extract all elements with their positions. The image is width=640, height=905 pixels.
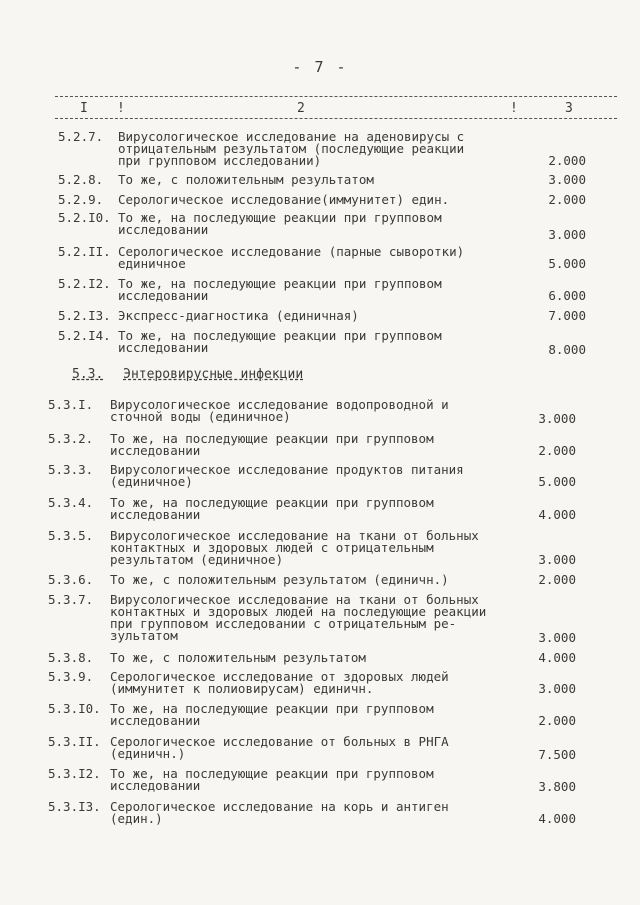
- row-value: 6.000: [548, 288, 586, 303]
- row-value: 2.000: [548, 153, 586, 168]
- row-description: Вирусологическое исследование на ткани от больных контактных и здоровых людей с отрицательным результатом (единичное): [110, 528, 479, 567]
- row-number: 5.3.5.: [48, 528, 94, 543]
- row-description: То же, на последующие реакции при групповом исследовании: [110, 431, 434, 458]
- row-description: То же, на последующие реакции при групповом исследовании: [110, 495, 434, 522]
- row-number: 5.2.I3.: [58, 308, 111, 323]
- header-separator-2: !: [510, 101, 518, 116]
- row-description: То же, на последующие реакции при групповом исследовании: [110, 701, 434, 728]
- row-description: То же, с положительным результатом: [118, 172, 374, 187]
- header-col-2: 2: [297, 101, 305, 116]
- row-value: 7.500: [538, 747, 576, 762]
- row-description: То же, с положительным результатом: [110, 650, 366, 665]
- section-title: Энтеровирусные инфекции: [123, 367, 304, 382]
- row-value: 8.000: [548, 342, 586, 357]
- header-col-3: 3: [565, 101, 573, 116]
- row-value: 3.000: [538, 630, 576, 645]
- row-number: 5.3.I0.: [48, 701, 101, 716]
- row-number: 5.2.I2.: [58, 276, 111, 291]
- table-header: [55, 101, 617, 117]
- row-value: 3.000: [538, 552, 576, 567]
- row-value: 2.000: [538, 443, 576, 458]
- row-description: Вирусологическое исследование водопроводной и сточной воды (единичное): [110, 397, 449, 424]
- row-value: 3.800: [538, 779, 576, 794]
- row-number: 5.3.8.: [48, 650, 94, 665]
- row-number: 5.2.9.: [58, 192, 104, 207]
- row-value: 2.000: [548, 192, 586, 207]
- row-number: 5.3.7.: [48, 592, 94, 607]
- row-value: 2.000: [538, 572, 576, 587]
- row-number: 5.3.4.: [48, 495, 94, 510]
- row-number: 5.3.I.: [48, 397, 94, 412]
- row-value: 7.000: [548, 308, 586, 323]
- row-description: Экспресс-диагностика (единичная): [118, 308, 359, 323]
- table-header-rule: [55, 118, 617, 119]
- header-separator-1: !: [117, 101, 125, 116]
- section-heading: [72, 367, 303, 382]
- row-number: 5.2.II.: [58, 244, 111, 259]
- row-description: То же, на последующие реакции при групповом исследовании: [118, 276, 442, 303]
- row-value: 5.000: [548, 256, 586, 271]
- row-value: 4.000: [538, 811, 576, 826]
- page-number: - 7 -: [292, 58, 348, 76]
- row-description: То же, с положительным результатом (единичн.): [110, 572, 449, 587]
- row-number: 5.3.3.: [48, 462, 94, 477]
- row-description: Серологическое исследование(иммунитет) един.: [118, 192, 450, 207]
- row-value: 3.000: [548, 227, 586, 242]
- row-description: Серологическое исследование (парные сыворотки) единичное: [118, 244, 465, 271]
- row-value: 4.000: [538, 507, 576, 522]
- row-value: 3.000: [538, 681, 576, 696]
- row-description: Вирусологическое исследование продуктов питания (единичное): [110, 462, 464, 489]
- row-number: 5.2.7.: [58, 129, 104, 144]
- row-number: 5.3.II.: [48, 734, 101, 749]
- row-value: 3.000: [538, 411, 576, 426]
- row-description: Вирусологическое исследование на ткани от больных контактных и здоровых людей на последующие реакции при групповом исследовании с отрицательным ре- зультатом: [110, 592, 487, 643]
- row-number: 5.3.2.: [48, 431, 94, 446]
- row-description: То же, на последующие реакции при групповом исследовании: [118, 210, 442, 237]
- row-description: То же, на последующие реакции при групповом исследовании: [110, 766, 434, 793]
- row-value: 3.000: [548, 172, 586, 187]
- row-number: 5.2.I4.: [58, 328, 111, 343]
- row-description: Серологическое исследование от здоровых людей (иммунитет к полиовирусам) единичн.: [110, 669, 449, 696]
- row-value: 5.000: [538, 474, 576, 489]
- row-number: 5.3.6.: [48, 572, 94, 587]
- row-description: Вирусологическое исследование на аденовирусы с отрицательным результатом (последующие реакции при групповом исследовании): [118, 129, 465, 168]
- row-description: То же, на последующие реакции при групповом исследовании: [118, 328, 442, 355]
- row-number: 5.3.I3.: [48, 799, 101, 814]
- row-number: 5.2.I0.: [58, 210, 111, 225]
- row-number: 5.3.9.: [48, 669, 94, 684]
- row-value: 2.000: [538, 713, 576, 728]
- row-number: 5.3.I2.: [48, 766, 101, 781]
- table-top-rule: [55, 96, 617, 97]
- row-number: 5.2.8.: [58, 172, 104, 187]
- header-col-1: I: [80, 101, 88, 116]
- row-value: 4.000: [538, 650, 576, 665]
- row-description: Серологическое исследование от больных в РНГА (единичн.): [110, 734, 449, 761]
- row-description: Серологическое исследование на корь и антиген (един.): [110, 799, 449, 826]
- section-number: 5.3.: [72, 367, 104, 382]
